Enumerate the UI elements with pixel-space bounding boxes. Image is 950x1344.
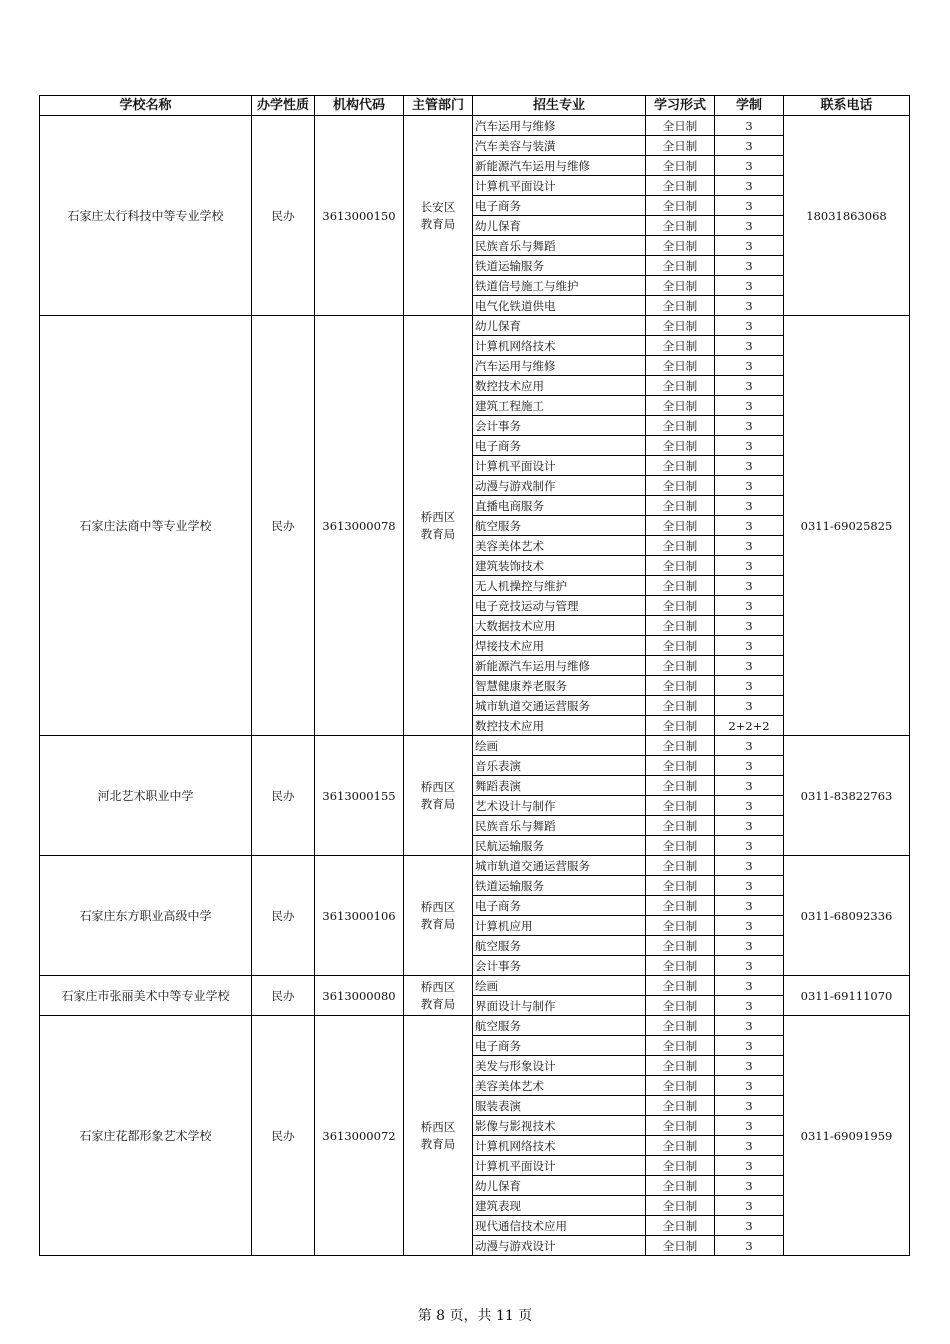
study-mode: 全日制 (646, 756, 715, 776)
school-nature: 民办 (252, 856, 315, 976)
study-mode: 全日制 (646, 976, 715, 996)
study-years: 3 (715, 796, 784, 816)
study-years: 3 (715, 456, 784, 476)
study-years: 3 (715, 1036, 784, 1056)
study-years: 3 (715, 996, 784, 1016)
school-code: 3613000072 (315, 1016, 404, 1256)
study-years: 3 (715, 256, 784, 276)
major-name: 影像与影视技术 (473, 1116, 646, 1136)
major-name: 美发与形象设计 (473, 1056, 646, 1076)
study-mode: 全日制 (646, 176, 715, 196)
major-name: 服装表演 (473, 1096, 646, 1116)
study-years: 3 (715, 1116, 784, 1136)
major-name: 汽车运用与维修 (473, 116, 646, 136)
study-years: 3 (715, 556, 784, 576)
school-name: 石家庄法商中等专业学校 (40, 316, 252, 736)
header-code: 机构代码 (315, 96, 404, 116)
study-years: 3 (715, 816, 784, 836)
study-mode: 全日制 (646, 876, 715, 896)
study-mode: 全日制 (646, 916, 715, 936)
major-name: 城市轨道交通运营服务 (473, 696, 646, 716)
major-name: 动漫与游戏设计 (473, 1236, 646, 1256)
study-mode: 全日制 (646, 156, 715, 176)
major-name: 电子商务 (473, 1036, 646, 1056)
study-years: 3 (715, 896, 784, 916)
study-years: 3 (715, 436, 784, 456)
school-dept: 桥西区 教育局 (404, 316, 473, 736)
major-name: 航空服务 (473, 1016, 646, 1036)
major-name: 绘画 (473, 976, 646, 996)
study-mode: 全日制 (646, 836, 715, 856)
study-mode: 全日制 (646, 696, 715, 716)
study-mode: 全日制 (646, 1116, 715, 1136)
header-phone: 联系电话 (784, 96, 910, 116)
study-mode: 全日制 (646, 416, 715, 436)
major-name: 艺术设计与制作 (473, 796, 646, 816)
study-years: 3 (715, 476, 784, 496)
study-years: 3 (715, 356, 784, 376)
major-name: 无人机操控与维护 (473, 576, 646, 596)
study-mode: 全日制 (646, 496, 715, 516)
table-row (40, 1016, 910, 1036)
study-years: 3 (715, 416, 784, 436)
study-mode: 全日制 (646, 996, 715, 1016)
study-years: 3 (715, 196, 784, 216)
major-name: 城市轨道交通运营服务 (473, 856, 646, 876)
study-years: 3 (715, 336, 784, 356)
school-name: 河北艺术职业中学 (40, 736, 252, 856)
major-name: 电子商务 (473, 196, 646, 216)
school-phone: 0311-69111070 (784, 976, 910, 1016)
major-name: 计算机平面设计 (473, 1156, 646, 1176)
study-mode: 全日制 (646, 676, 715, 696)
header-years: 学制 (715, 96, 784, 116)
major-name: 大数据技术应用 (473, 616, 646, 636)
major-name: 电子竞技运动与管理 (473, 596, 646, 616)
study-mode: 全日制 (646, 716, 715, 736)
table-body (40, 116, 910, 1256)
table-row (40, 116, 910, 136)
study-mode: 全日制 (646, 1056, 715, 1076)
school-dept: 桥西区 教育局 (404, 856, 473, 976)
study-years: 3 (715, 776, 784, 796)
study-mode: 全日制 (646, 796, 715, 816)
major-name: 建筑工程施工 (473, 396, 646, 416)
study-mode: 全日制 (646, 856, 715, 876)
major-name: 民族音乐与舞蹈 (473, 816, 646, 836)
school-nature: 民办 (252, 116, 315, 316)
study-years: 3 (715, 656, 784, 676)
header-major: 招生专业 (473, 96, 646, 116)
major-name: 数控技术应用 (473, 376, 646, 396)
major-name: 幼儿保育 (473, 1176, 646, 1196)
header-school-name: 学校名称 (40, 96, 252, 116)
study-years: 3 (715, 296, 784, 316)
study-years: 3 (715, 1076, 784, 1096)
study-years: 3 (715, 176, 784, 196)
study-years: 3 (715, 496, 784, 516)
school-code: 3613000080 (315, 976, 404, 1016)
study-years: 3 (715, 856, 784, 876)
major-name: 计算机平面设计 (473, 456, 646, 476)
major-name: 绘画 (473, 736, 646, 756)
study-years: 3 (715, 276, 784, 296)
study-mode: 全日制 (646, 1036, 715, 1056)
study-years: 3 (715, 1156, 784, 1176)
school-phone: 0311-83822763 (784, 736, 910, 856)
major-name: 民航运输服务 (473, 836, 646, 856)
table-row (40, 856, 910, 876)
major-name: 会计事务 (473, 416, 646, 436)
study-years: 3 (715, 676, 784, 696)
study-mode: 全日制 (646, 956, 715, 976)
study-mode: 全日制 (646, 436, 715, 456)
school-code: 3613000078 (315, 316, 404, 736)
major-name: 幼儿保育 (473, 316, 646, 336)
study-mode: 全日制 (646, 1176, 715, 1196)
study-years: 3 (715, 596, 784, 616)
school-dept: 长安区 教育局 (404, 116, 473, 316)
study-mode: 全日制 (646, 576, 715, 596)
school-phone: 18031863068 (784, 116, 910, 316)
major-name: 电气化铁道供电 (473, 296, 646, 316)
major-name: 智慧健康养老服务 (473, 676, 646, 696)
major-name: 铁道信号施工与维护 (473, 276, 646, 296)
study-years: 3 (715, 1216, 784, 1236)
study-years: 3 (715, 1136, 784, 1156)
study-mode: 全日制 (646, 116, 715, 136)
header-dept: 主管部门 (404, 96, 473, 116)
study-mode: 全日制 (646, 1016, 715, 1036)
school-nature: 民办 (252, 316, 315, 736)
study-mode: 全日制 (646, 896, 715, 916)
school-code: 3613000106 (315, 856, 404, 976)
study-mode: 全日制 (646, 596, 715, 616)
major-name: 计算机平面设计 (473, 176, 646, 196)
major-name: 音乐表演 (473, 756, 646, 776)
study-mode: 全日制 (646, 356, 715, 376)
school-code: 3613000150 (315, 116, 404, 316)
study-mode: 全日制 (646, 656, 715, 676)
study-mode: 全日制 (646, 476, 715, 496)
major-name: 铁道运输服务 (473, 256, 646, 276)
study-mode: 全日制 (646, 456, 715, 476)
major-name: 新能源汽车运用与维修 (473, 156, 646, 176)
study-years: 3 (715, 916, 784, 936)
study-mode: 全日制 (646, 316, 715, 336)
major-name: 数控技术应用 (473, 716, 646, 736)
major-name: 动漫与游戏制作 (473, 476, 646, 496)
major-name: 电子商务 (473, 436, 646, 456)
school-phone: 0311-69025825 (784, 316, 910, 736)
page-footer: 第 8 页，共 11 页 (417, 1308, 533, 1324)
study-years: 3 (715, 216, 784, 236)
study-years: 3 (715, 1196, 784, 1216)
study-mode: 全日制 (646, 536, 715, 556)
study-mode: 全日制 (646, 1196, 715, 1216)
study-years: 3 (715, 576, 784, 596)
study-mode: 全日制 (646, 616, 715, 636)
study-mode: 全日制 (646, 776, 715, 796)
major-name: 幼儿保育 (473, 216, 646, 236)
major-name: 界面设计与制作 (473, 996, 646, 1016)
school-name: 石家庄市张丽美术中等专业学校 (40, 976, 252, 1016)
major-name: 电子商务 (473, 896, 646, 916)
study-years: 3 (715, 1096, 784, 1116)
study-mode: 全日制 (646, 1096, 715, 1116)
study-mode: 全日制 (646, 556, 715, 576)
major-name: 新能源汽车运用与维修 (473, 656, 646, 676)
major-name: 计算机网络技术 (473, 336, 646, 356)
study-mode: 全日制 (646, 1156, 715, 1176)
study-years: 3 (715, 876, 784, 896)
study-mode: 全日制 (646, 296, 715, 316)
study-mode: 全日制 (646, 636, 715, 656)
school-name: 石家庄花都形象艺术学校 (40, 1016, 252, 1256)
study-years: 3 (715, 536, 784, 556)
study-mode: 全日制 (646, 196, 715, 216)
study-mode: 全日制 (646, 1216, 715, 1236)
major-name: 汽车美容与装潢 (473, 136, 646, 156)
study-years: 3 (715, 636, 784, 656)
study-years: 3 (715, 696, 784, 716)
major-name: 民族音乐与舞蹈 (473, 236, 646, 256)
major-name: 建筑表现 (473, 1196, 646, 1216)
study-mode: 全日制 (646, 736, 715, 756)
school-name: 石家庄东方职业高级中学 (40, 856, 252, 976)
study-mode: 全日制 (646, 376, 715, 396)
major-name: 焊接技术应用 (473, 636, 646, 656)
table-row (40, 316, 910, 336)
study-mode: 全日制 (646, 1076, 715, 1096)
study-years: 3 (715, 1176, 784, 1196)
school-nature: 民办 (252, 1016, 315, 1256)
study-years: 3 (715, 236, 784, 256)
study-mode: 全日制 (646, 256, 715, 276)
table-row (40, 736, 910, 756)
header-nature: 办学性质 (252, 96, 315, 116)
study-years: 3 (715, 756, 784, 776)
study-years: 3 (715, 116, 784, 136)
major-name: 铁道运输服务 (473, 876, 646, 896)
school-dept: 桥西区 教育局 (404, 976, 473, 1016)
school-code: 3613000155 (315, 736, 404, 856)
study-years: 3 (715, 376, 784, 396)
study-mode: 全日制 (646, 516, 715, 536)
major-name: 航空服务 (473, 516, 646, 536)
major-name: 美容美体艺术 (473, 536, 646, 556)
school-phone: 0311-68092336 (784, 856, 910, 976)
study-years: 3 (715, 616, 784, 636)
study-mode: 全日制 (646, 236, 715, 256)
major-name: 现代通信技术应用 (473, 1216, 646, 1236)
study-mode: 全日制 (646, 276, 715, 296)
study-years: 3 (715, 956, 784, 976)
study-years: 3 (715, 936, 784, 956)
study-years: 3 (715, 516, 784, 536)
study-years: 3 (715, 136, 784, 156)
study-mode: 全日制 (646, 936, 715, 956)
study-years: 3 (715, 736, 784, 756)
major-name: 建筑装饰技术 (473, 556, 646, 576)
study-mode: 全日制 (646, 396, 715, 416)
table-row (40, 976, 910, 996)
study-mode: 全日制 (646, 216, 715, 236)
school-dept: 桥西区 教育局 (404, 1016, 473, 1256)
school-nature: 民办 (252, 976, 315, 1016)
header-mode: 学习形式 (646, 96, 715, 116)
study-years: 3 (715, 396, 784, 416)
header-row (40, 96, 910, 116)
major-name: 美容美体艺术 (473, 1076, 646, 1096)
major-name: 会计事务 (473, 956, 646, 976)
study-years: 3 (715, 836, 784, 856)
school-phone: 0311-69091959 (784, 1016, 910, 1256)
study-mode: 全日制 (646, 1136, 715, 1156)
major-name: 计算机应用 (473, 916, 646, 936)
study-years: 3 (715, 1236, 784, 1256)
study-years: 2+2+2 (715, 716, 784, 736)
school-dept: 桥西区 教育局 (404, 736, 473, 856)
study-years: 3 (715, 1056, 784, 1076)
study-years: 3 (715, 316, 784, 336)
study-mode: 全日制 (646, 1236, 715, 1256)
school-enrollment-table (39, 95, 910, 1256)
school-nature: 民办 (252, 736, 315, 856)
study-mode: 全日制 (646, 136, 715, 156)
study-years: 3 (715, 976, 784, 996)
major-name: 直播电商服务 (473, 496, 646, 516)
study-years: 3 (715, 156, 784, 176)
school-name: 石家庄太行科技中等专业学校 (40, 116, 252, 316)
major-name: 航空服务 (473, 936, 646, 956)
study-mode: 全日制 (646, 336, 715, 356)
study-years: 3 (715, 1016, 784, 1036)
major-name: 计算机网络技术 (473, 1136, 646, 1156)
major-name: 汽车运用与维修 (473, 356, 646, 376)
study-mode: 全日制 (646, 816, 715, 836)
major-name: 舞蹈表演 (473, 776, 646, 796)
